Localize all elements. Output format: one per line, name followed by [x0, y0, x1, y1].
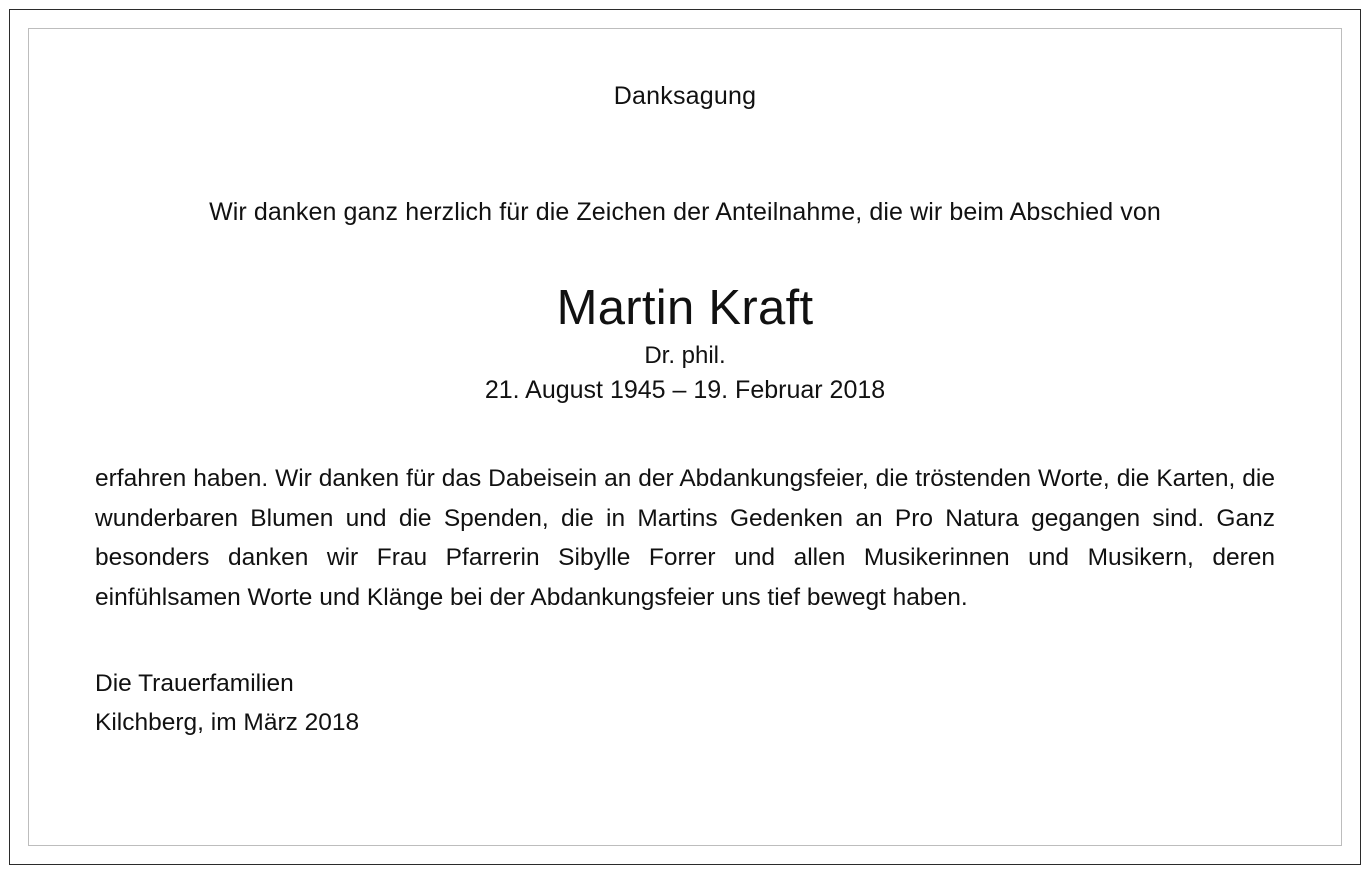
- deceased-life-dates: 21. August 1945 – 19. Februar 2018: [484, 375, 886, 404]
- deceased-name: Martin Kraft: [556, 281, 814, 335]
- deceased-block: [95, 282, 1275, 405]
- thank-you-body: erfahren haben. Wir danken für das Dabeisein an der Abdankungsfeier, die tröstenden Worte, die Karten, die wunderbaren Blumen und die Spenden, die in Martins Gedenken an Pro Natura gegangen sind. Ganz besonders danken wir Frau Pfarrerin Sibylle Forrer und allen Musikerinnen und Musikern, deren einfühlsamen Worte und Klänge bei der Abdankungsfeier uns tief bewegt haben.: [95, 464, 1275, 611]
- card-content: [29, 29, 1341, 845]
- signature-family: Die Trauerfamilien: [95, 669, 294, 697]
- card-heading: Danksagung: [613, 82, 757, 110]
- signature-place-date: Kilchberg, im März 2018: [95, 709, 360, 737]
- intro-paragraph: Wir danken ganz herzlich für die Zeichen der Anteilnahme, die wir beim Abschied von: [209, 198, 1161, 226]
- deceased-academic-title: Dr. phil.: [644, 341, 726, 369]
- card-outer-border: [9, 9, 1361, 865]
- card-inner-border: [28, 28, 1342, 846]
- signature-block: [95, 664, 1275, 743]
